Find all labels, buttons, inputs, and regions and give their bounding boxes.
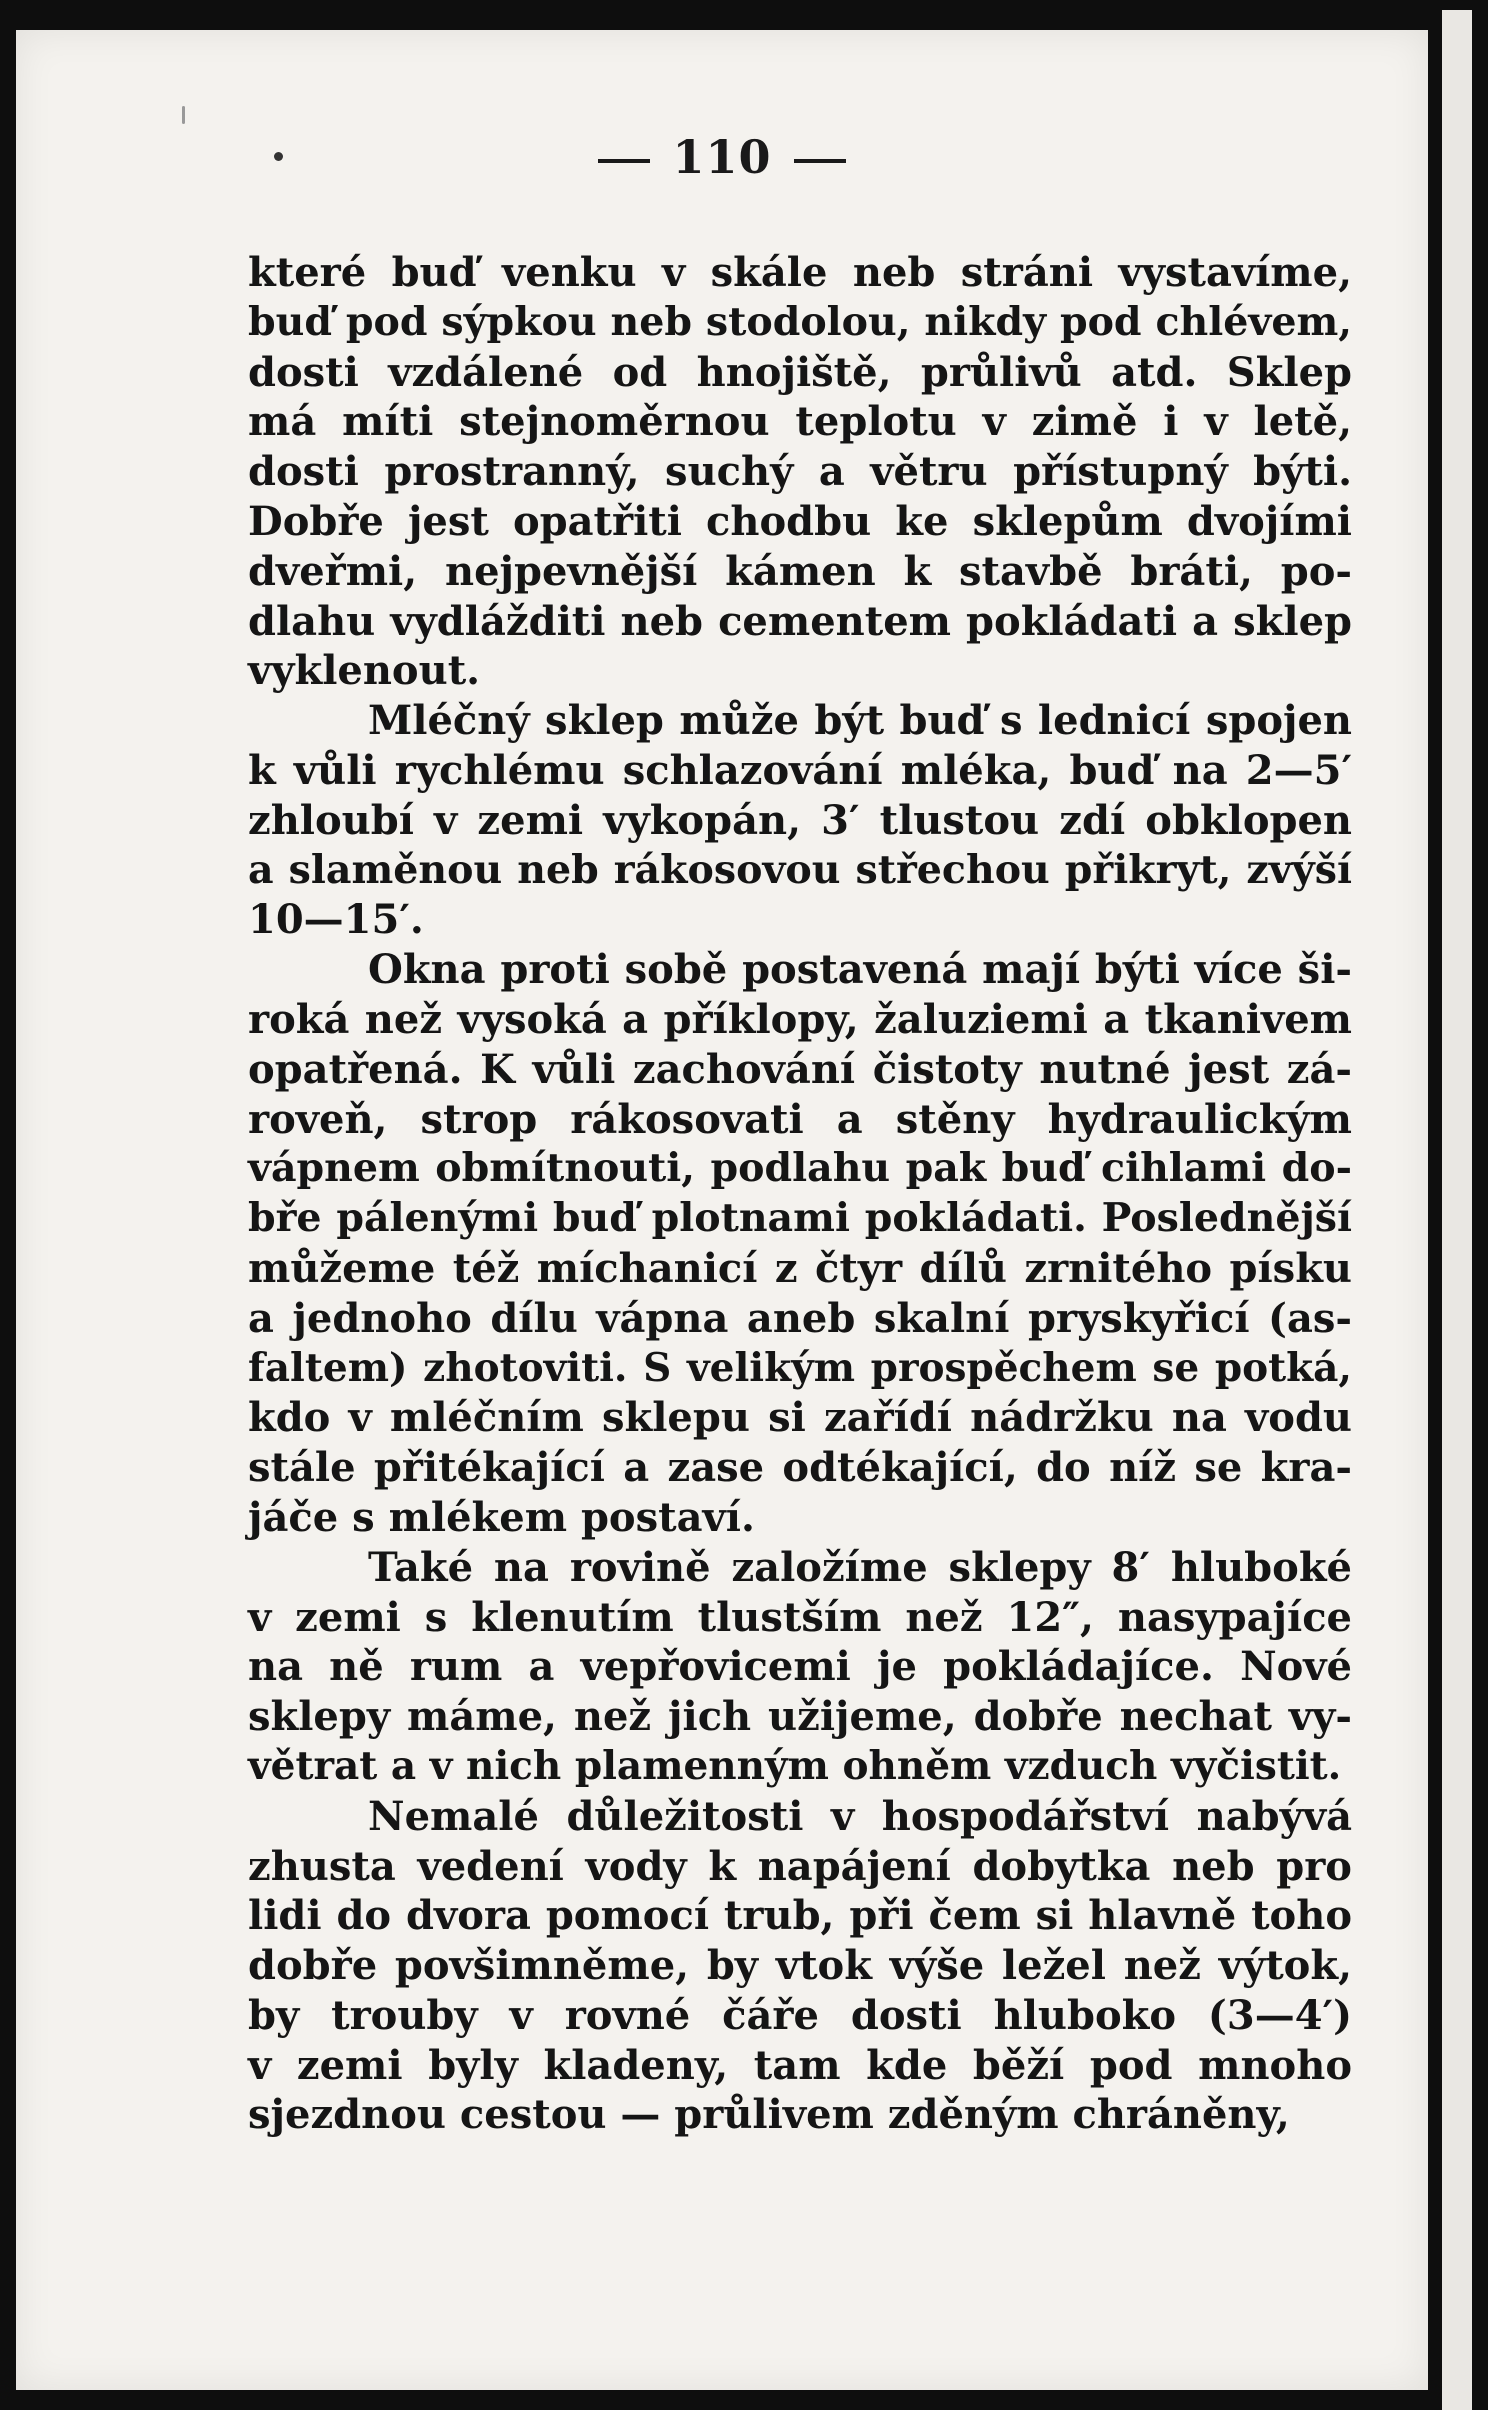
page-number-dash-left bbox=[598, 159, 650, 163]
text-line: 10—15′. bbox=[248, 896, 424, 944]
page-number-header bbox=[16, 130, 1428, 184]
paragraph bbox=[248, 248, 1352, 696]
text-line: Okna proti sobě postavená mají býti více ši- bbox=[368, 946, 1352, 994]
body-text bbox=[248, 248, 1352, 2140]
text-line: faltem) zhotoviti. S velikým prospěchem se potká, bbox=[248, 1344, 1352, 1391]
text-line: roveň, strop rákosovati a stěny hydraulickým bbox=[248, 1095, 1352, 1143]
text-line: jáče s mlékem postaví. bbox=[248, 1493, 755, 1541]
text-line: větrat a v nich plamenným ohněm vzduch vyčistit. bbox=[248, 1742, 1342, 1789]
paragraph bbox=[248, 1543, 1352, 1792]
text-line: vyklenout. bbox=[248, 647, 481, 695]
paragraph bbox=[248, 1792, 1352, 2141]
text-line: lidi do dvora pomocí trub, při čem si hlavně toho bbox=[248, 1892, 1352, 1940]
text-line: zhloubí v zemi vykopán, 3′ tlustou zdí obklopen bbox=[248, 796, 1352, 844]
text-line: a slaměnou neb rákosovou střechou přikryt, zvýší bbox=[248, 846, 1352, 893]
book-page bbox=[16, 30, 1428, 2390]
adjacent-page-edge bbox=[1442, 10, 1472, 2410]
text-line: bře pálenými buď plotnami pokládati. Poslednější bbox=[248, 1195, 1352, 1242]
ink-speck bbox=[182, 106, 185, 124]
text-line: roká než vysoká a příklopy, žaluziemi a tkanivem bbox=[248, 995, 1352, 1043]
page-number: 110 bbox=[672, 130, 772, 184]
paragraph bbox=[248, 696, 1352, 945]
text-line: vápnem obmítnouti, podlahu pak buď cihlami do- bbox=[248, 1145, 1352, 1192]
text-line: dlahu vydlážditi neb cementem pokládati a sklep bbox=[248, 597, 1352, 645]
text-line: v zemi byly kladeny, tam kde běží pod mnoho bbox=[248, 2041, 1352, 2089]
text-line: Nemalé důležitosti v hospodářství nabývá bbox=[368, 1792, 1352, 1840]
text-line: můžeme též míchanicí z čtyr dílů zrnitého písku bbox=[248, 1244, 1352, 1292]
text-line: by trouby v rovné čáře dosti hluboko (3—4′) bbox=[248, 1991, 1352, 2039]
text-line: sklepy máme, než jich užijeme, dobře nechat vy- bbox=[248, 1693, 1352, 1741]
text-line: má míti stejnoměrnou teplotu v zimě i v letě, bbox=[248, 398, 1352, 446]
page-number-dash-right bbox=[794, 159, 846, 163]
text-line: kdo v mléčním sklepu si zařídí nádržku na vodu bbox=[248, 1394, 1352, 1442]
text-line: zhusta vedení vody k napájení dobytka neb pro bbox=[248, 1842, 1352, 1890]
text-line: Dobře jest opatřiti chodbu ke sklepům dvojími bbox=[248, 497, 1352, 545]
text-line: dosti prostranný, suchý a větru přístupný býti. bbox=[248, 448, 1352, 496]
text-line: které buď venku v skále neb stráni vystavíme, bbox=[248, 249, 1352, 296]
text-line: stále přitékající a zase odtékající, do níž se kra- bbox=[248, 1444, 1352, 1492]
text-line: Také na rovině založíme sklepy 8′ hluboké bbox=[368, 1543, 1352, 1591]
text-line: na ně rum a vepřovicemi je pokládajíce. Nové bbox=[248, 1643, 1352, 1691]
text-line: Mléčný sklep může být buď s lednicí spojen bbox=[368, 697, 1352, 745]
text-line: v zemi s klenutím tlustším než 12″, nasypajíce bbox=[248, 1593, 1352, 1641]
text-line: dobře povšimněme, by vtok výše ležel než výtok, bbox=[248, 1942, 1352, 1990]
text-line: a jednoho dílu vápna aneb skalní pryskyřicí (as- bbox=[248, 1294, 1352, 1342]
text-line: sjezdnou cestou — průlivem zděným chráněny, bbox=[248, 2091, 1290, 2139]
text-line: dveřmi, nejpevnější kámen k stavbě bráti, po- bbox=[248, 547, 1352, 595]
text-line: opatřená. K vůli zachování čistoty nutné jest zá- bbox=[248, 1045, 1352, 1093]
paragraph bbox=[248, 945, 1352, 1543]
text-line: dosti vzdálené od hnojiště, průlivů atd. Sklep bbox=[248, 348, 1352, 396]
text-line: k vůli rychlému schlazování mléka, buď na 2—5′ bbox=[248, 746, 1352, 794]
text-line: buď pod sýpkou neb stodolou, nikdy pod chlévem, bbox=[248, 298, 1352, 345]
